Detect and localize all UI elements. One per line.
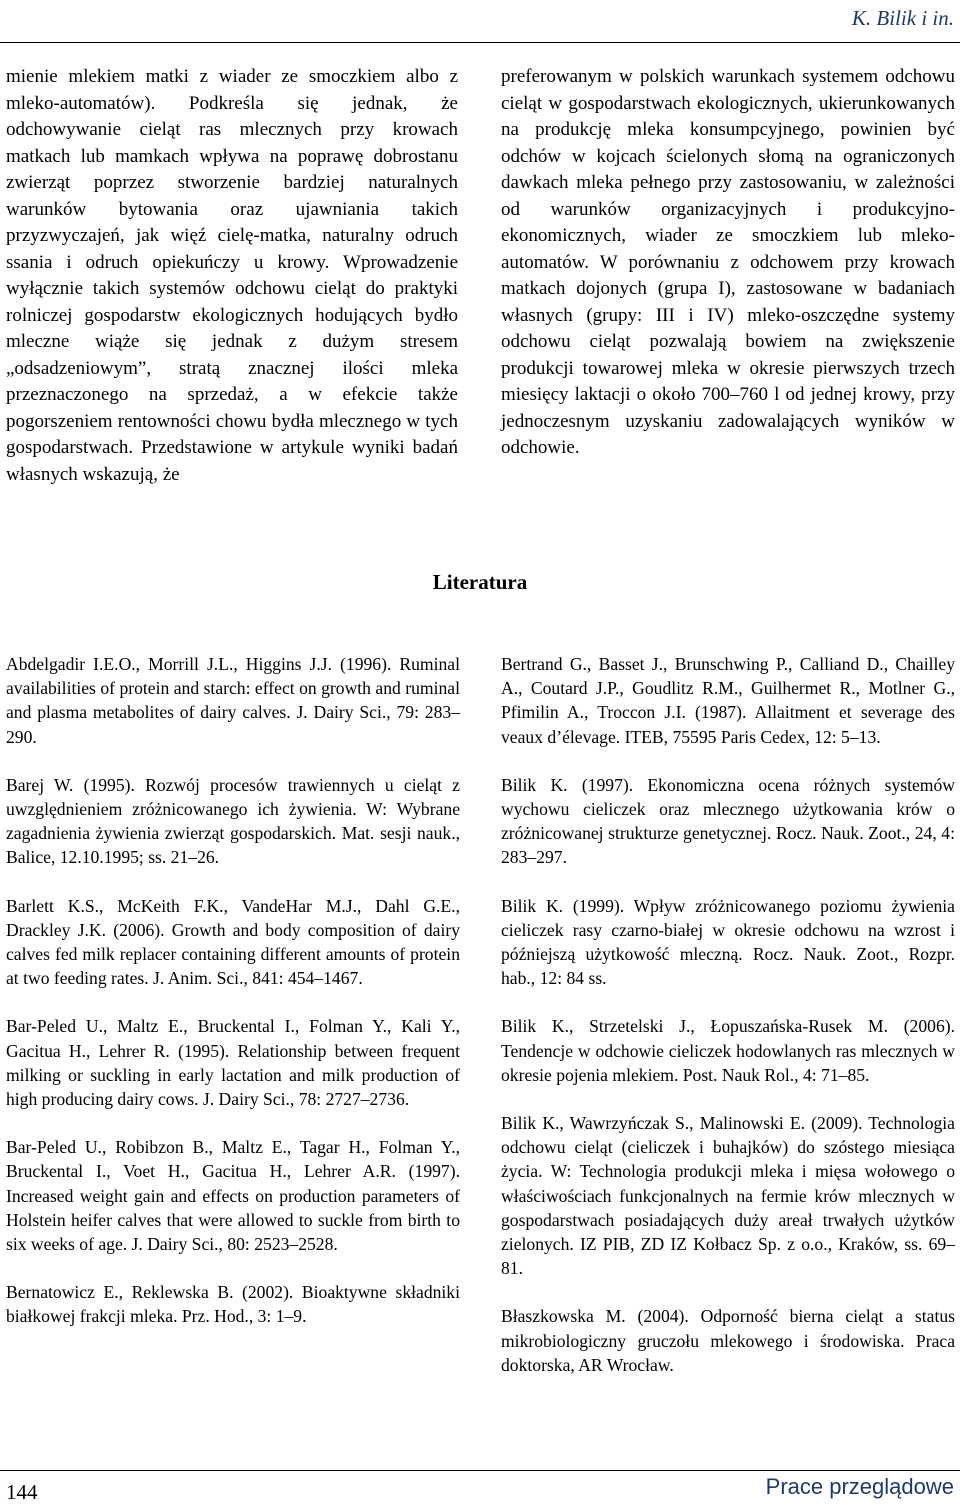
reference-entry: Bilik K., Strzetelski J., Łopuszańska-Rusek M. (2006). Tendencje w odchowie cieliczek hodowlanych ras mlecznych w okresie pojenia mlekiem. Post. Nauk Rol., 4: 71–85. (501, 1016, 955, 1085)
page-number: 144 (6, 1480, 38, 1504)
body-column-left (6, 64, 458, 488)
journal-section-title: Prace przeglądowe (765, 1474, 954, 1499)
body-paragraph: preferowanym w polskich warunkach systemem odchowu cieląt w gospodarstwach ekologicznych, ukierunkowanych na produkcję mleka konsumpcyjnego, powinien być odchów w kojcach ścielonych słomą na ograniczonych dawkach mleka pełnego przy zastosowaniu, w zależności od warunków organizacyjnych i produkcyjno-ekonomicznych, wiader ze smoczkiem lub mleko-automatów. W porównaniu z odchowem przy krowach matkach dojonych (grupa I), zastosowane w badaniach własnych (grupy: III i IV) mleko-oszczędne systemy odchowu cieląt pozwalają bowiem na zwiększenie produkcji towarowej mleka w okresie pierwszych trzech miesięcy laktacji o około 700–760 l od jednej krowy, przy jednoczesnym uzyskaniu zadowalających wyników w odchowie. (501, 66, 955, 458)
references-column-right (501, 652, 955, 1401)
reference-entry: Barej W. (1995). Rozwój procesów trawiennych u cieląt z uwzględnieniem zróżnicowanego ich żywienia. W: Wybrane zagadnienia żywienia zwierząt gospodarskich. Mat. sesji nauk., Balice, 12.10.1995; ss. 21–26. (6, 774, 460, 868)
page-header (0, 0, 960, 43)
reference-entry: Błaszkowska M. (2004). Odporność bierna cieląt a status mikrobiologiczny gruczołu mlekowego i środowiska. Praca doktorska, AR Wrocław. (501, 1306, 955, 1375)
reference-entry: Bilik K. (1997). Ekonomiczna ocena różnych systemów wychowu cieliczek oraz mlecznego użytkowania krów o zróżnicowanej strukturze genetycznej. Rocz. Nauk. Zoot., 24, 4: 283–297. (501, 774, 955, 868)
reference-entry: Bernatowicz E., Reklewska B. (2002). Bioaktywne składniki białkowej frakcji mleka. Prz. Hod., 3: 1–9. (6, 1282, 460, 1327)
reference-entry: Bar-Peled U., Robibzon B., Maltz E., Tagar H., Folman Y., Bruckental I., Voet H., Gacitua H., Lehrer A.R. (1997). Increased weight gain and effects on production parameters of Holstein heifer calves that were allowed to suckle from birth to six weeks of age. J. Dairy Sci., 80: 2523–2528. (6, 1137, 460, 1255)
reference-entry: Bar-Peled U., Maltz E., Bruckental I., Folman Y., Kali Y., Gacitua H., Lehrer R. (1995). Relationship between frequent milking or suckling in early lactation and milk production of high producing dairy cows. J. Dairy Sci., 78: 2727–2736. (6, 1016, 460, 1110)
running-header-authors: K. Bilik i in. (851, 6, 954, 30)
reference-entry: Bilik K. (1999). Wpływ zróżnicowanego poziomu żywienia cieliczek rasy czarno-białej w okresie odchowu na wzrost i późniejszą użytkowość mleczną. Rocz. Nauk. Zoot., Rozpr. hab., 12: 84 ss. (501, 895, 955, 989)
reference-entry: Barlett K.S., McKeith F.K., VandeHar M.J., Dahl G.E., Drackley J.K. (2006). Growth and body composition of dairy calves fed milk replacer containing different amounts of protein at two feeding rates. J. Anim. Sci., 841: 454–1467. (6, 895, 460, 989)
reference-entry: Bertrand G., Basset J., Brunschwing P., Calliand D., Chailley A., Coutard J.P., Goudlitz R.M., Guilhermet R., Motlner G., Pfimilin A., Troccon J.I. (1987). Allaitment et severage des veaux d’élevage. ITEB, 75595 Paris Cedex, 12: 5–13. (501, 654, 955, 747)
reference-entry: Bilik K., Wawrzyńczak S., Malinowski E. (2009). Technologia odchowu cieląt (cieliczek i buhajków) do szóstego miesiąca życia. W: Technologia produkcji mleka i mięsa wołowego o właściwościach funkcjonalnych na fermie krów mlecznych w gospodarstwach posiadających duży areał trwałych użytków zielonych. IZ PIB, ZD IZ Kołbacz Sp. z o.o., Kraków, ss. 69–81. (501, 1113, 955, 1279)
literature-heading: Literatura (432, 570, 528, 594)
reference-entry: Abdelgadir I.E.O., Morrill J.L., Higgins J.J. (1996). Ruminal availabilities of protein and starch: effect on growth and ruminal and plasma metabolites of dairy calves. J. Dairy Sci., 79: 283–290. (6, 654, 460, 747)
body-column-right (501, 64, 955, 462)
body-paragraph: mienie mlekiem matki z wiader ze smoczkiem albo z mleko-automatów). Podkreśla się jednak, że odchowywanie cieląt ras mlecznych przy krowach matkach lub mamkach wpływa na poprawę dobrostanu zwierząt poprzez stworzenie bardziej naturalnych warunków bytowania oraz ujawniania takich przyzwyczajeń, jak więź cielę-matka, naturalny odruch ssania i odruch opiekuńczy u krowy. Wprowadzenie wyłącznie takich systemów odchowu cieląt do praktyki rolniczej gospodarstw ekologicznych hodujących bydło mleczne wiąże się jednak z dużym stresem „odsadzeniowym”, stratą znacznej ilości mleka przeznaczonego na sprzedaż, a w efekcie także pogorszeniem rentowności chowu bydła mlecznego w tych gospodarstwach. Przedstawione w artykule wyniki badań własnych wskazują, że (6, 66, 458, 485)
references-column-left (6, 652, 460, 1353)
footer-divider (0, 1470, 960, 1471)
